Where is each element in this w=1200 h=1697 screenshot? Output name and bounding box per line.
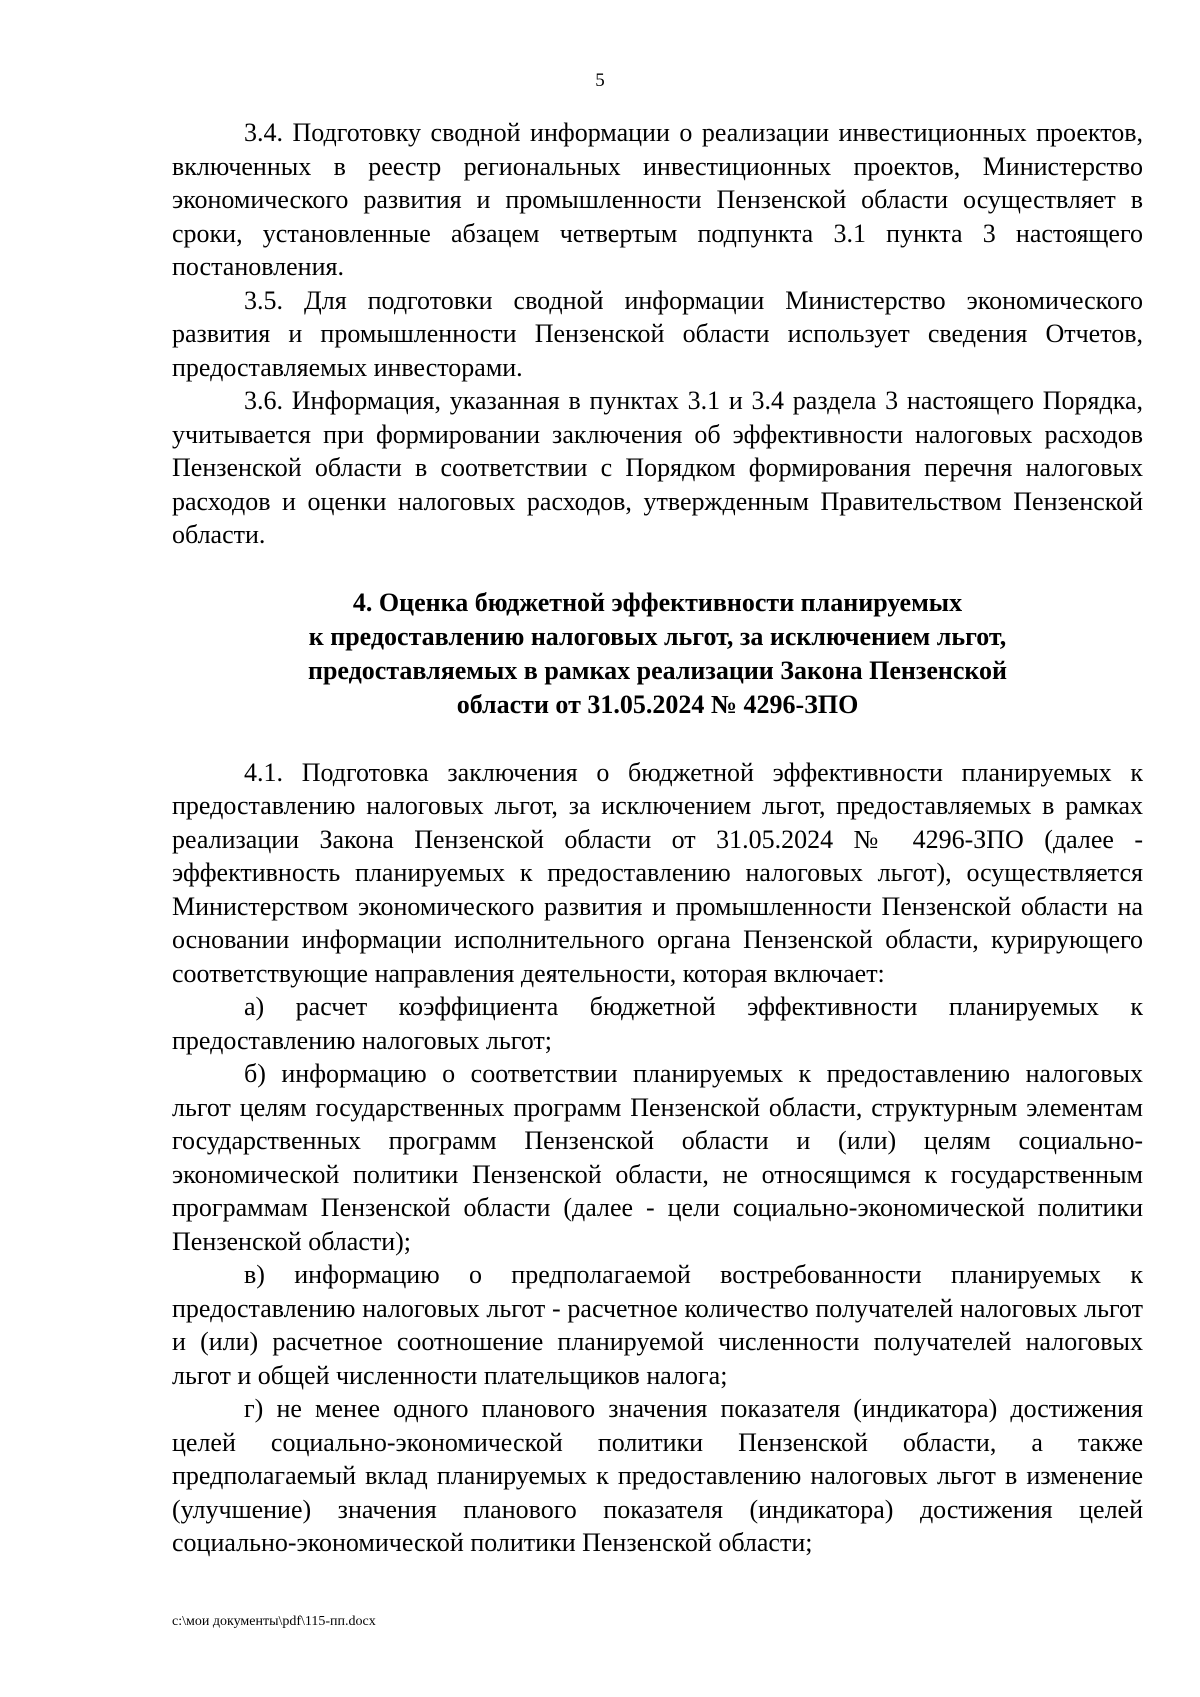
- heading-line: 4. Оценка бюджетной эффективности планируемых: [352, 587, 963, 617]
- heading-line: к предоставлению налоговых льгот, за исключением льгот,: [308, 621, 1007, 651]
- heading-line: области от 31.05.2024 № 4296-ЗПО: [456, 689, 859, 719]
- paragraph-item-v: в) информацию о предполагаемой востребованности планируемых к предоставлению налоговых льгот - расчетное количество получателей налоговых льгот и (или) расчетное соотношение планируемой численности получателей налоговых льгот и общей численности плательщиков налога;: [172, 1260, 1143, 1390]
- paragraph-item-b: б) информацию о соответствии планируемых к предоставлению налоговых льгот целям государственных программ Пензенской области, структурным элементам государственных программ Пензенской области и (или) целям социально-экономической политики Пензенской области, не относящимся к государственным программам Пензенской области (далее - цели социально-экономической политики Пензенской области);: [172, 1059, 1143, 1256]
- paragraph-3-5: 3.5. Для подготовки сводной информации Министерство экономического развития и промышленности Пензенской области использует сведения Отчетов, предоставляемых инвесторами.: [172, 285, 1143, 382]
- heading-line: предоставляемых в рамках реализации Закона Пензенской: [307, 655, 1008, 685]
- paragraph-3-4: 3.4. Подготовку сводной информации о реализации инвестиционных проектов, включенных в реестр региональных инвестиционных проектов, Министерство экономического развития и промышленности Пензенской области осуществляет в сроки, установленные абзацем четвертым подпункта 3.1 пункта 3 настоящего постановления.: [172, 118, 1143, 281]
- footer-file-path: c:\мои документы\pdf\115-пп.docx: [172, 1614, 376, 1629]
- document-body: [172, 116, 1143, 1560]
- paragraph-4-1: 4.1. Подготовка заключения о бюджетной эффективности планируемых к предоставлению налоговых льгот, за исключением льгот, предоставляемых в рамках реализации Закона Пензенской области от 31.05.2024 № 4296-ЗПО (далее - эффективность планируемых к предоставлению налоговых льгот), осуществляется Министерством экономического развития и промышленности Пензенской области на основании информации исполнительного органа Пензенской области, курирующего соответствующие направления деятельности, которая включает:: [172, 757, 1143, 988]
- section-4-heading: [172, 586, 1143, 722]
- paragraph-3-6: 3.6. Информация, указанная в пунктах 3.1 и 3.4 раздела 3 настоящего Порядка, учитывается при формировании заключения об эффективности налоговых расходов Пензенской области в соответствии с Порядком формирования перечня налоговых расходов и оценки налоговых расходов, утвержденным Правительством Пензенской области.: [172, 386, 1143, 549]
- paragraph-item-g: г) не менее одного планового значения показателя (индикатора) достижения целей социально-экономической политики Пензенской области, а также предполагаемый вклад планируемых к предоставлению налоговых льгот в изменение (улучшение) значения планового показателя (индикатора) достижения целей социально-экономической политики Пензенской области;: [172, 1394, 1143, 1557]
- paragraph-item-a: а) расчет коэффициента бюджетной эффективности планируемых к предоставлению налоговых льгот;: [172, 992, 1143, 1055]
- page-number: 5: [595, 70, 605, 91]
